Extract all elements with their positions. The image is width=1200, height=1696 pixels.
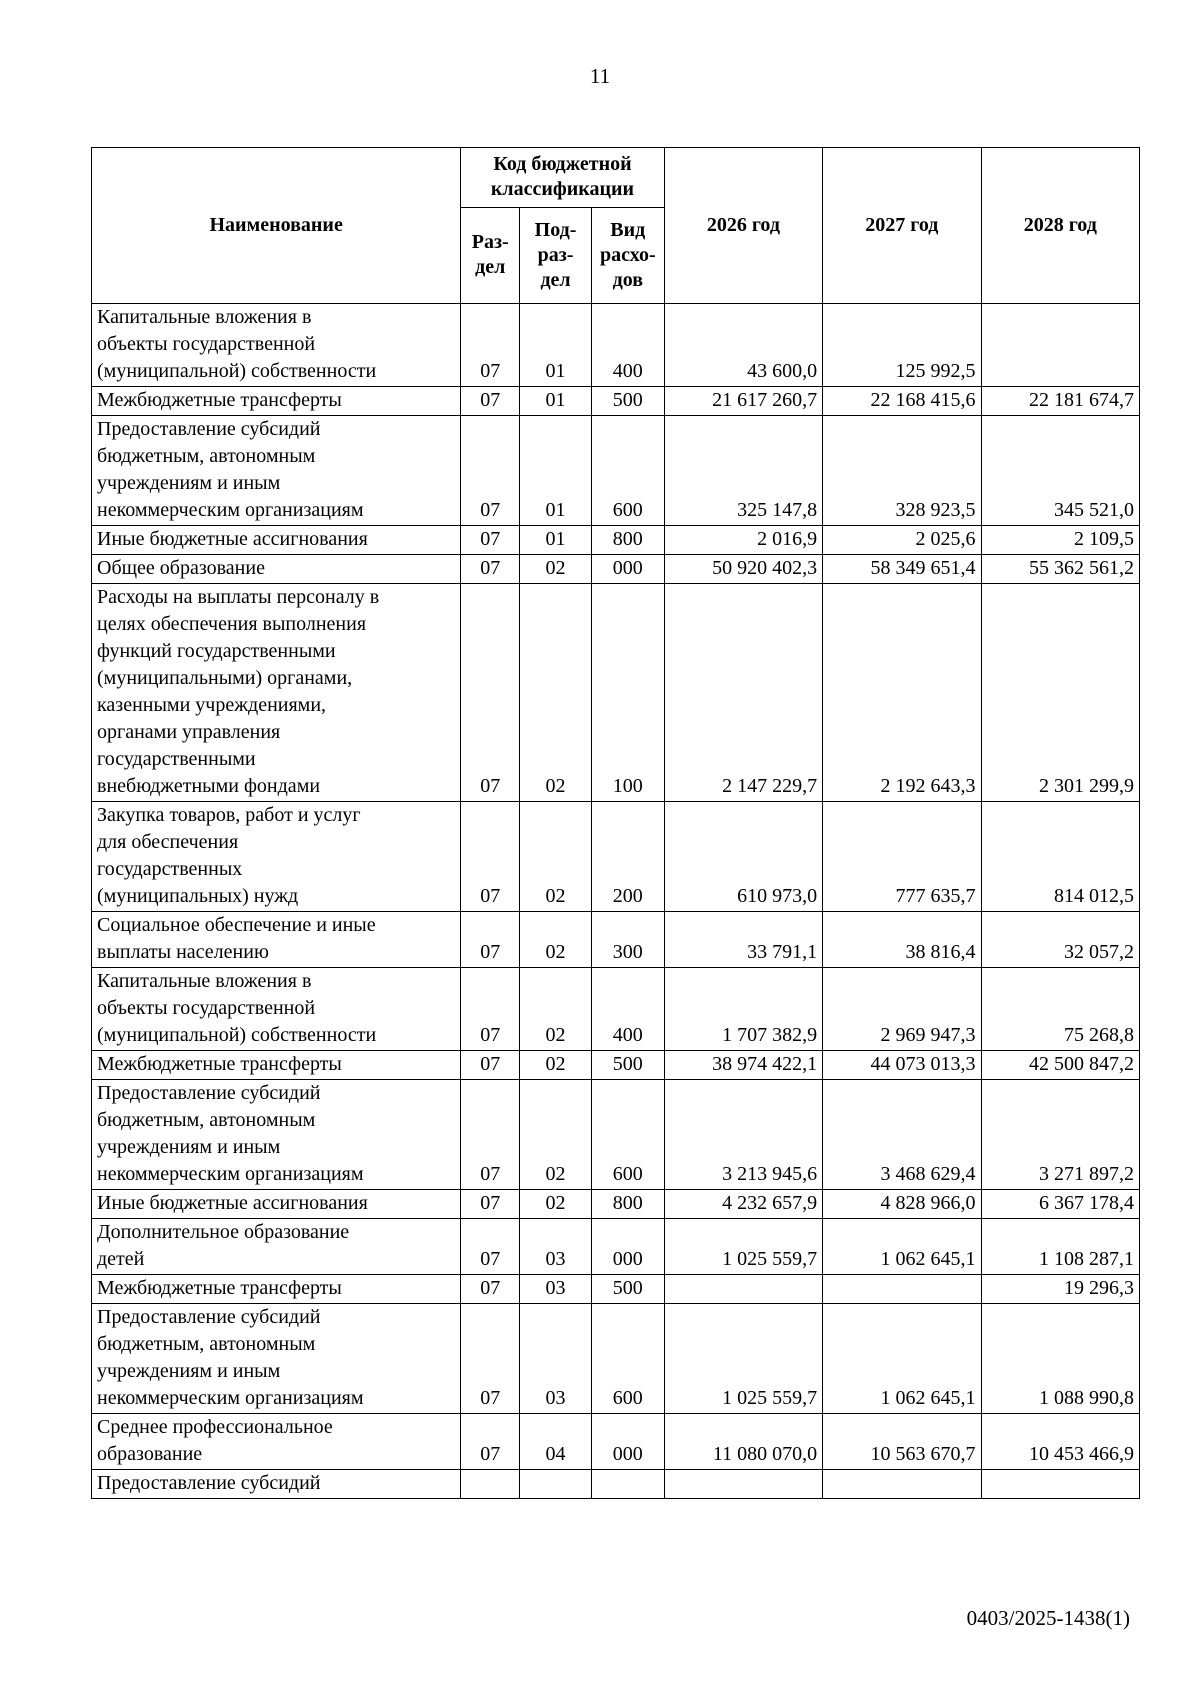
row-value-2027: 10 563 670,7 bbox=[823, 1414, 981, 1470]
row-vid-raskhodov: 600 bbox=[591, 1304, 664, 1414]
row-podrazdel bbox=[520, 1470, 592, 1499]
row-name: Социальное обеспечение и иные выплаты населению bbox=[92, 912, 461, 968]
row-vid-raskhodov bbox=[591, 1470, 664, 1499]
row-razdel: 07 bbox=[461, 1275, 520, 1304]
row-name: Предоставление субсидий бюджетным, автономным учреждениям и иным некоммерческим организациям bbox=[92, 1304, 461, 1414]
row-value-2027: 4 828 966,0 bbox=[823, 1190, 981, 1219]
table-row bbox=[92, 304, 1140, 387]
row-value-2028: 75 268,8 bbox=[981, 968, 1139, 1051]
table-row bbox=[92, 1275, 1140, 1304]
row-razdel: 07 bbox=[461, 1190, 520, 1219]
row-podrazdel: 03 bbox=[520, 1275, 592, 1304]
header-2027: 2027 год bbox=[823, 148, 981, 304]
row-name: Межбюджетные трансферты bbox=[92, 387, 461, 416]
row-value-2027: 22 168 415,6 bbox=[823, 387, 981, 416]
row-value-2028: 55 362 561,2 bbox=[981, 555, 1139, 584]
table-body bbox=[92, 304, 1140, 1499]
row-razdel: 07 bbox=[461, 1080, 520, 1190]
table-row bbox=[92, 1414, 1140, 1470]
row-razdel: 07 bbox=[461, 526, 520, 555]
row-name: Межбюджетные трансферты bbox=[92, 1275, 461, 1304]
row-value-2026: 1 707 382,9 bbox=[664, 968, 822, 1051]
row-podrazdel: 01 bbox=[520, 416, 592, 526]
table-row bbox=[92, 526, 1140, 555]
row-vid-raskhodov: 100 bbox=[591, 584, 664, 802]
document-number: 0403/2025-1438(1) bbox=[966, 1606, 1130, 1630]
row-vid-raskhodov: 000 bbox=[591, 1219, 664, 1275]
row-value-2028: 345 521,0 bbox=[981, 416, 1139, 526]
row-vid-raskhodov: 800 bbox=[591, 526, 664, 555]
row-name: Иные бюджетные ассигнования bbox=[92, 1190, 461, 1219]
table-row bbox=[92, 968, 1140, 1051]
row-name: Капитальные вложения в объекты государственной (муниципальной) собственности bbox=[92, 304, 461, 387]
row-value-2026: 2 016,9 bbox=[664, 526, 822, 555]
row-vid-raskhodov: 400 bbox=[591, 304, 664, 387]
row-value-2028: 2 109,5 bbox=[981, 526, 1139, 555]
row-podrazdel: 02 bbox=[520, 1080, 592, 1190]
row-value-2026: 1 025 559,7 bbox=[664, 1219, 822, 1275]
row-vid-raskhodov: 200 bbox=[591, 802, 664, 912]
table-row bbox=[92, 555, 1140, 584]
row-podrazdel: 01 bbox=[520, 526, 592, 555]
table-row bbox=[92, 1219, 1140, 1275]
row-value-2028 bbox=[981, 1470, 1139, 1499]
row-value-2027: 1 062 645,1 bbox=[823, 1219, 981, 1275]
row-value-2026: 50 920 402,3 bbox=[664, 555, 822, 584]
row-podrazdel: 02 bbox=[520, 584, 592, 802]
row-value-2027 bbox=[823, 1470, 981, 1499]
table-row bbox=[92, 1304, 1140, 1414]
row-value-2028: 32 057,2 bbox=[981, 912, 1139, 968]
row-name: Предоставление субсидий bbox=[92, 1470, 461, 1499]
row-value-2027: 44 073 013,3 bbox=[823, 1051, 981, 1080]
row-razdel bbox=[461, 1470, 520, 1499]
row-value-2028: 22 181 674,7 bbox=[981, 387, 1139, 416]
row-name: Межбюджетные трансферты bbox=[92, 1051, 461, 1080]
row-razdel: 07 bbox=[461, 584, 520, 802]
row-value-2027: 777 635,7 bbox=[823, 802, 981, 912]
row-podrazdel: 02 bbox=[520, 1190, 592, 1219]
row-razdel: 07 bbox=[461, 1051, 520, 1080]
row-value-2028: 19 296,3 bbox=[981, 1275, 1139, 1304]
table-row bbox=[92, 1470, 1140, 1499]
row-name: Предоставление субсидий бюджетным, автономным учреждениям и иным некоммерческим организациям bbox=[92, 1080, 461, 1190]
row-podrazdel: 01 bbox=[520, 304, 592, 387]
table-row bbox=[92, 1080, 1140, 1190]
table-row bbox=[92, 387, 1140, 416]
row-value-2026: 21 617 260,7 bbox=[664, 387, 822, 416]
row-podrazdel: 02 bbox=[520, 555, 592, 584]
row-value-2027: 328 923,5 bbox=[823, 416, 981, 526]
header-name: Наименование bbox=[92, 148, 461, 304]
row-value-2026: 325 147,8 bbox=[664, 416, 822, 526]
row-value-2028: 1 088 990,8 bbox=[981, 1304, 1139, 1414]
row-razdel: 07 bbox=[461, 968, 520, 1051]
page-number: 11 bbox=[589, 64, 611, 88]
row-podrazdel: 01 bbox=[520, 387, 592, 416]
row-value-2026 bbox=[664, 1470, 822, 1499]
row-razdel: 07 bbox=[461, 1219, 520, 1275]
row-razdel: 07 bbox=[461, 802, 520, 912]
row-name: Среднее профессиональное образование bbox=[92, 1414, 461, 1470]
row-value-2026: 610 973,0 bbox=[664, 802, 822, 912]
row-value-2027: 2 969 947,3 bbox=[823, 968, 981, 1051]
row-vid-raskhodov: 400 bbox=[591, 968, 664, 1051]
row-razdel: 07 bbox=[461, 416, 520, 526]
row-name: Капитальные вложения в объекты государственной (муниципальной) собственности bbox=[92, 968, 461, 1051]
row-vid-raskhodov: 500 bbox=[591, 387, 664, 416]
row-name: Предоставление субсидий бюджетным, автономным учреждениям и иным некоммерческим организациям bbox=[92, 416, 461, 526]
row-podrazdel: 03 bbox=[520, 1219, 592, 1275]
table-row bbox=[92, 584, 1140, 802]
row-podrazdel: 02 bbox=[520, 968, 592, 1051]
row-razdel: 07 bbox=[461, 1414, 520, 1470]
row-razdel: 07 bbox=[461, 387, 520, 416]
row-name: Закупка товаров, работ и услуг для обеспечения государственных (муниципальных) нужд bbox=[92, 802, 461, 912]
row-vid-raskhodov: 500 bbox=[591, 1051, 664, 1080]
table-row bbox=[92, 416, 1140, 526]
row-vid-raskhodov: 300 bbox=[591, 912, 664, 968]
row-value-2026: 38 974 422,1 bbox=[664, 1051, 822, 1080]
row-value-2027: 2 192 643,3 bbox=[823, 584, 981, 802]
row-value-2026: 3 213 945,6 bbox=[664, 1080, 822, 1190]
row-value-2026: 4 232 657,9 bbox=[664, 1190, 822, 1219]
row-value-2026: 2 147 229,7 bbox=[664, 584, 822, 802]
table-row bbox=[92, 1190, 1140, 1219]
row-name: Дополнительное образование детей bbox=[92, 1219, 461, 1275]
row-vid-raskhodov: 600 bbox=[591, 1080, 664, 1190]
row-value-2028: 10 453 466,9 bbox=[981, 1414, 1139, 1470]
table-row bbox=[92, 802, 1140, 912]
row-value-2026: 1 025 559,7 bbox=[664, 1304, 822, 1414]
row-name: Общее образование bbox=[92, 555, 461, 584]
row-vid-raskhodov: 000 bbox=[591, 1414, 664, 1470]
row-razdel: 07 bbox=[461, 912, 520, 968]
row-value-2027: 125 992,5 bbox=[823, 304, 981, 387]
row-value-2028: 1 108 287,1 bbox=[981, 1219, 1139, 1275]
row-value-2028 bbox=[981, 304, 1139, 387]
row-value-2028: 6 367 178,4 bbox=[981, 1190, 1139, 1219]
table-row bbox=[92, 1051, 1140, 1080]
row-value-2026 bbox=[664, 1275, 822, 1304]
row-value-2028: 814 012,5 bbox=[981, 802, 1139, 912]
row-name: Расходы на выплаты персоналу в целях обеспечения выполнения функций государственными (муниципальными) органами, казенными учреждениями, органами управления государственными внебюджетными фондами bbox=[92, 584, 461, 802]
row-razdel: 07 bbox=[461, 304, 520, 387]
row-value-2027: 3 468 629,4 bbox=[823, 1080, 981, 1190]
row-podrazdel: 03 bbox=[520, 1304, 592, 1414]
row-value-2028: 2 301 299,9 bbox=[981, 584, 1139, 802]
row-value-2027: 58 349 651,4 bbox=[823, 555, 981, 584]
header-razdel: Раз- дел bbox=[461, 208, 520, 304]
row-value-2027: 2 025,6 bbox=[823, 526, 981, 555]
row-podrazdel: 04 bbox=[520, 1414, 592, 1470]
row-value-2028: 42 500 847,2 bbox=[981, 1051, 1139, 1080]
row-value-2026: 33 791,1 bbox=[664, 912, 822, 968]
row-podrazdel: 02 bbox=[520, 1051, 592, 1080]
row-value-2027: 1 062 645,1 bbox=[823, 1304, 981, 1414]
row-vid-raskhodov: 500 bbox=[591, 1275, 664, 1304]
budget-table bbox=[91, 147, 1140, 1499]
header-2026: 2026 год bbox=[664, 148, 822, 304]
row-razdel: 07 bbox=[461, 555, 520, 584]
header-code-group: Код бюджетной классификации bbox=[461, 148, 664, 208]
row-value-2026: 43 600,0 bbox=[664, 304, 822, 387]
row-vid-raskhodov: 000 bbox=[591, 555, 664, 584]
row-podrazdel: 02 bbox=[520, 802, 592, 912]
row-vid-raskhodov: 600 bbox=[591, 416, 664, 526]
header-vid-raskhodov: Вид расхо- дов bbox=[591, 208, 664, 304]
row-razdel: 07 bbox=[461, 1304, 520, 1414]
row-vid-raskhodov: 800 bbox=[591, 1190, 664, 1219]
row-value-2028: 3 271 897,2 bbox=[981, 1080, 1139, 1190]
row-value-2027 bbox=[823, 1275, 981, 1304]
header-2028: 2028 год bbox=[981, 148, 1139, 304]
row-value-2027: 38 816,4 bbox=[823, 912, 981, 968]
row-value-2026: 11 080 070,0 bbox=[664, 1414, 822, 1470]
row-name: Иные бюджетные ассигнования bbox=[92, 526, 461, 555]
table-row bbox=[92, 912, 1140, 968]
header-podrazdel: Под- раз- дел bbox=[520, 208, 592, 304]
row-podrazdel: 02 bbox=[520, 912, 592, 968]
